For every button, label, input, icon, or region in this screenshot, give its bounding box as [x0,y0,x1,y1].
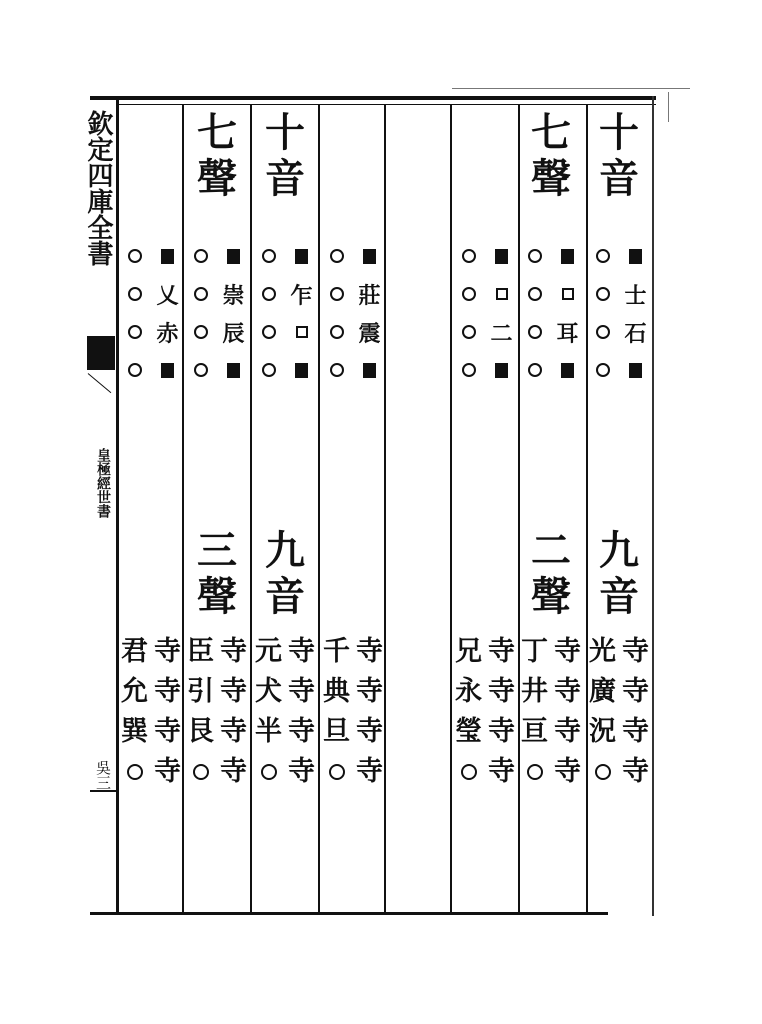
text-column [184,110,250,910]
marker-cell [320,352,353,388]
spine-book-title: 皇極經世書 [95,448,111,518]
frame-right-rule [652,96,654,916]
lower-text [252,632,318,832]
open-circle-mark [527,764,543,780]
marker-cell [151,352,184,388]
lower-text [320,632,386,832]
frame-bottom-rule [90,912,608,915]
lower-char: 半 [255,716,282,747]
marker-cell [619,352,652,388]
lower-char: 寺 [488,756,515,787]
column-subheading [184,528,250,620]
marker-cell [353,352,386,388]
marker-cell [217,276,250,312]
text-column [118,110,184,910]
filled-square-mark [161,249,174,264]
marker-cell [118,352,151,388]
marker-cell [252,314,285,350]
hollow-square-mark [562,288,574,300]
lower-char: 寺 [356,716,383,747]
heading-char: 音 [265,155,305,202]
filled-square-mark [629,363,642,378]
marker-cell [320,276,353,312]
marker-cell [586,276,619,312]
marker-row [518,276,584,312]
text-column [252,110,318,910]
column-heading [252,110,318,202]
lower-char: 寺 [154,636,181,667]
marker-cell [217,238,250,274]
lower-subcolumn [353,632,386,832]
margin-line [452,88,690,89]
hollow-square-mark [496,288,508,300]
marker-cell [184,276,217,312]
lower-subcolumn [151,632,184,832]
column-heading [184,110,250,202]
lower-char: 寺 [554,716,581,747]
open-circle-mark [528,325,542,339]
open-circle-mark [462,249,476,263]
marker-rows [184,238,250,388]
filled-square-mark [561,363,574,378]
marker-cell [551,314,584,350]
lower-subcolumn [285,632,318,832]
open-circle-mark [261,764,277,780]
marker-cell [151,238,184,274]
lower-char: 寺 [554,676,581,707]
open-circle-mark [596,325,610,339]
open-circle-mark [128,325,142,339]
lower-char: 況 [589,716,616,747]
marker-cell [518,238,551,274]
marker-rows [586,238,652,388]
open-circle-mark [330,325,344,339]
marker-row [184,314,250,350]
lower-subcolumn [252,632,285,832]
lower-text [518,632,584,832]
lower-char: 寺 [488,716,515,747]
open-circle-mark [596,249,610,263]
lower-char: 瑩 [455,716,482,747]
text-column [320,110,386,910]
open-circle-mark [329,764,345,780]
lower-char: 寺 [288,716,315,747]
lower-subcolumn [452,632,485,832]
marker-cell [452,314,485,350]
glyph-char: 乍 [290,282,313,309]
open-circle-mark [262,249,276,263]
heading-char: 聲 [197,573,237,620]
marker-cell [452,352,485,388]
lower-text [184,632,250,832]
spine-black-block [87,336,115,370]
glyph-char: 耳 [556,320,579,347]
lower-char: 寺 [220,716,247,747]
lower-char: 寺 [154,676,181,707]
marker-cell [285,352,318,388]
filled-square-mark [363,363,376,378]
marker-row [320,314,386,350]
column-heading [586,110,652,202]
marker-row [452,352,518,388]
glyph-char: 赤 [156,320,179,347]
heading-char: 聲 [531,155,571,202]
marker-cell [118,314,151,350]
marker-row [320,276,386,312]
lower-text [118,632,184,832]
marker-cell [353,314,386,350]
open-circle-mark [596,287,610,301]
lower-subcolumn [619,632,652,832]
open-circle-mark [262,325,276,339]
marker-row [252,276,318,312]
marker-rows [252,238,318,388]
lower-char: 臣 [187,636,214,667]
open-circle-mark [528,363,542,377]
marker-cell [285,276,318,312]
heading-char: 九 [599,527,639,574]
marker-cell [518,352,551,388]
marker-row [184,352,250,388]
open-circle-mark [595,764,611,780]
marker-row [586,314,652,350]
lower-char: 兄 [455,636,482,667]
marker-cell [320,238,353,274]
marker-rows [452,238,518,388]
lower-char: 永 [455,676,482,707]
lower-char: 寺 [622,636,649,667]
lower-char: 寺 [554,636,581,667]
heading-char: 聲 [531,573,571,620]
text-column [452,110,518,910]
open-circle-mark [330,249,344,263]
marker-row [518,314,584,350]
open-circle-mark [462,325,476,339]
lower-char: 千 [323,636,350,667]
column-subheading [518,528,584,620]
filled-square-mark [227,363,240,378]
lower-char: 寺 [356,756,383,787]
marker-row [118,276,184,312]
heading-char: 九 [265,527,305,574]
lower-char: 允 [121,676,148,707]
open-circle-mark [462,363,476,377]
marker-row [252,314,318,350]
marker-row [452,238,518,274]
marker-row [518,352,584,388]
lower-subcolumn [118,632,151,832]
marker-row [320,352,386,388]
open-circle-mark [194,325,208,339]
lower-char: 寺 [288,676,315,707]
open-circle-mark [128,287,142,301]
lower-char: 寺 [488,636,515,667]
marker-cell [217,314,250,350]
marker-cell [485,352,518,388]
lower-char: 寺 [356,636,383,667]
marker-row [586,276,652,312]
marker-row [118,314,184,350]
marker-row [320,238,386,274]
text-column [386,110,452,910]
heading-char: 音 [265,573,305,620]
marker-cell [118,238,151,274]
lower-char: 旦 [323,716,350,747]
lower-char: 艮 [187,716,214,747]
lower-char: 引 [187,676,214,707]
marker-cell [619,276,652,312]
marker-cell [353,276,386,312]
lower-char: 光 [589,636,616,667]
marker-cell [184,352,217,388]
spine-page-number: 吳三 [94,760,112,790]
lower-subcolumn [320,632,353,832]
marker-cell [151,276,184,312]
lower-char: 寺 [220,636,247,667]
lower-char: 寺 [622,716,649,747]
filled-square-mark [561,249,574,264]
marker-cell [518,314,551,350]
spine-title-block [80,110,116,266]
open-circle-mark [528,249,542,263]
lower-subcolumn [217,632,250,832]
marker-row [184,276,250,312]
lower-char: 寺 [288,756,315,787]
marker-rows [518,238,584,388]
lower-char: 丁 [521,636,548,667]
lower-char: 寺 [220,676,247,707]
open-circle-mark [128,363,142,377]
lower-char: 寺 [622,756,649,787]
lower-char: 元 [255,636,282,667]
open-circle-mark [461,764,477,780]
filled-square-mark [629,249,642,264]
marker-row [118,238,184,274]
lower-subcolumn [586,632,619,832]
open-circle-mark [330,287,344,301]
spine-rule [90,790,116,792]
glyph-char: 士 [624,282,647,309]
marker-row [518,238,584,274]
marker-cell [586,314,619,350]
marker-rows [320,238,386,388]
spine-diagonal [88,373,112,393]
marker-row [184,238,250,274]
margin-line-right [668,92,669,122]
marker-cell [353,238,386,274]
marker-row [252,352,318,388]
filled-square-mark [495,363,508,378]
marker-cell [619,314,652,350]
marker-row [452,314,518,350]
open-circle-mark [330,363,344,377]
glyph-char: 乂 [156,282,179,309]
marker-cell [586,352,619,388]
lower-subcolumn [485,632,518,832]
heading-char: 音 [599,573,639,620]
frame-top-rule [90,96,656,100]
heading-char: 三 [197,527,237,574]
marker-cell [184,314,217,350]
filled-square-mark [227,249,240,264]
lower-char: 寺 [154,716,181,747]
marker-cell [184,238,217,274]
glyph-char: 辰 [222,320,245,347]
marker-cell [485,276,518,312]
heading-char: 十 [265,109,305,156]
lower-char: 寺 [220,756,247,787]
lower-char: 亘 [521,716,548,747]
heading-char: 二 [531,527,571,574]
open-circle-mark [194,287,208,301]
text-column [518,110,584,910]
glyph-char: 莊 [358,282,381,309]
marker-cell [252,352,285,388]
heading-char: 七 [197,109,237,156]
lower-char: 典 [323,676,350,707]
text-column [586,110,652,910]
open-circle-mark [128,249,142,263]
filled-square-mark [295,249,308,264]
lower-subcolumn [551,632,584,832]
marker-cell [252,276,285,312]
spine-title: 欽定四庫全書 [83,110,113,266]
lower-char: 寺 [622,676,649,707]
lower-char: 井 [521,676,548,707]
open-circle-mark [596,363,610,377]
lower-char: 犬 [255,676,282,707]
frame-top-inner-rule [118,104,656,105]
lower-char: 巽 [121,716,148,747]
marker-cell [118,276,151,312]
column-subheading [586,528,652,620]
open-circle-mark [462,287,476,301]
open-circle-mark [193,764,209,780]
column-heading [518,110,584,202]
marker-cell [485,238,518,274]
filled-square-mark [161,363,174,378]
marker-cell [551,352,584,388]
filled-square-mark [363,249,376,264]
marker-cell [452,238,485,274]
lower-text [586,632,652,832]
marker-row [252,238,318,274]
glyph-char: 石 [624,320,647,347]
glyph-char: 二 [490,320,513,347]
heading-char: 聲 [197,155,237,202]
marker-rows [386,238,452,388]
lower-char: 寺 [356,676,383,707]
open-circle-mark [262,287,276,301]
lower-char: 寺 [154,756,181,787]
marker-cell [217,352,250,388]
heading-char: 七 [531,109,571,156]
marker-cell [551,276,584,312]
lower-subcolumn [184,632,217,832]
filled-square-mark [295,363,308,378]
open-circle-mark [194,363,208,377]
marker-cell [452,276,485,312]
marker-cell [619,238,652,274]
lower-char: 寺 [488,676,515,707]
marker-cell [485,314,518,350]
lower-char: 寺 [288,636,315,667]
lower-char: 寺 [554,756,581,787]
open-circle-mark [194,249,208,263]
marker-row [586,238,652,274]
marker-cell [252,238,285,274]
lower-char: 君 [121,636,148,667]
marker-cell [518,276,551,312]
marker-rows [118,238,184,388]
heading-char: 十 [599,109,639,156]
open-circle-mark [528,287,542,301]
lower-subcolumn [518,632,551,832]
marker-cell [285,238,318,274]
lower-text [452,632,518,832]
hollow-square-mark [296,326,308,338]
filled-square-mark [495,249,508,264]
marker-cell [320,314,353,350]
marker-row [586,352,652,388]
open-circle-mark [262,363,276,377]
glyph-char: 崇 [222,282,245,309]
column-subheading [252,528,318,620]
marker-cell [551,238,584,274]
lower-char: 廣 [589,676,616,707]
marker-cell [285,314,318,350]
marker-row [118,352,184,388]
glyph-char: 震 [358,320,381,347]
marker-row [452,276,518,312]
open-circle-mark [127,764,143,780]
heading-char: 音 [599,155,639,202]
marker-cell [586,238,619,274]
marker-cell [151,314,184,350]
